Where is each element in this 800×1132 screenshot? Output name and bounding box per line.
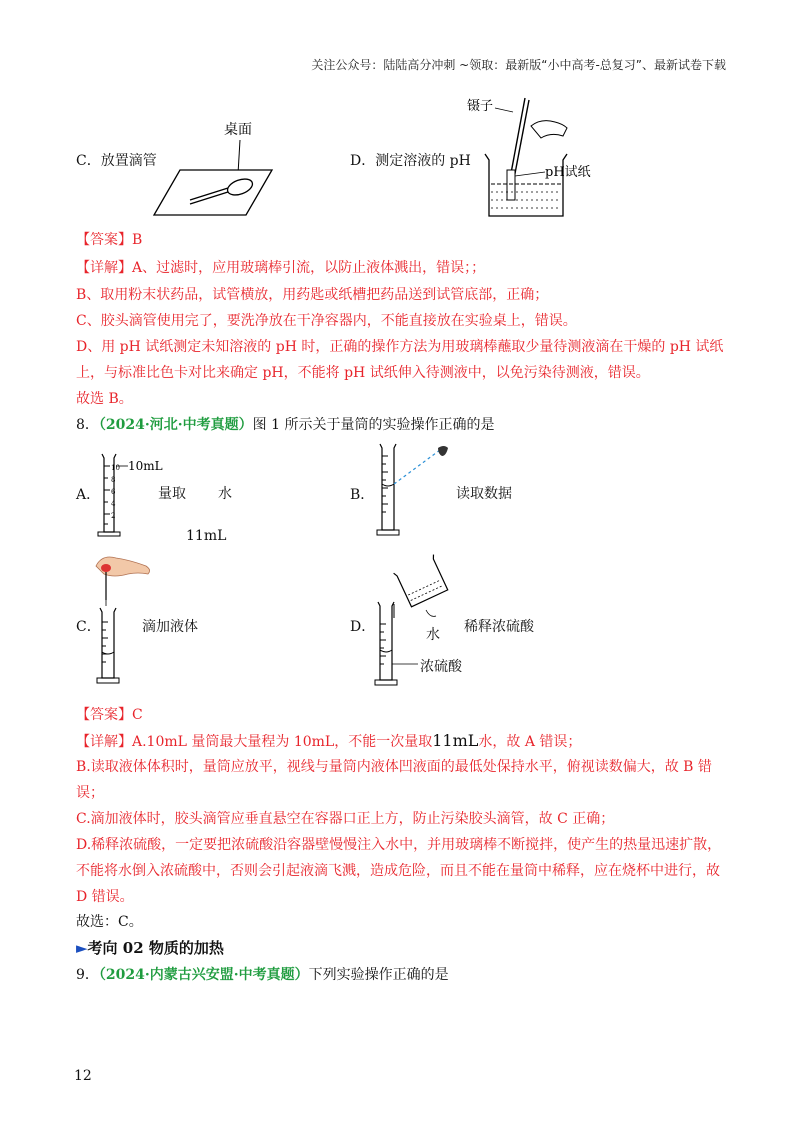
ph-paper-label: pH试纸 <box>545 165 591 180</box>
q8-option-c-label: C． <box>76 619 101 635</box>
q8-detail-line-7: D 错误。 <box>76 889 134 905</box>
q8-detail-line-1-volume: 11mL <box>432 731 479 750</box>
q8-option-a-label: A． <box>76 487 101 503</box>
q8-detail-line-5: D.稀释浓硫酸，一定要把浓硫酸沿容器壁慢慢注入水中，并用玻璃棒不断搅拌，使产生的热量迅速扩散， <box>76 837 722 853</box>
q9-source: （2024·内蒙古兴安盟·中考真题） <box>98 967 309 983</box>
q8-option-b-text: 读取数据 <box>456 486 512 502</box>
q8-number: 8． <box>76 417 99 433</box>
q8-option-d-text: 稀释浓硫酸 <box>464 619 534 635</box>
q8-detail-line-6: 不能将水倒入浓硫酸中，否则会引起液滴飞溅，造成危险，而且不能在量筒中稀释，应在烧杯中进行，故 <box>76 863 720 879</box>
q8-option-c-text: 滴加液体 <box>142 619 198 635</box>
q8-answer: 【答案】C <box>76 707 143 723</box>
q8-option-a-text-1: 量取 <box>158 486 186 502</box>
q9-stem <box>76 965 449 985</box>
cylinder-10ml-label: 10mL <box>128 459 163 473</box>
q8-detail-line-1-c: 水，故 A 错误； <box>478 734 582 750</box>
q7-detail-line-1: 【详解】A、过滤时，应用玻璃棒引流，以防止液体溅出，错误；； <box>76 260 486 276</box>
desk-label: 桌面 <box>224 122 252 138</box>
q8-option-d-label: D． <box>350 619 376 635</box>
q7-answer: 【答案】B <box>76 232 143 248</box>
q8-detail-line-3: 误； <box>76 785 104 801</box>
q8-detail-line-2: B.读取液体体积时，量筒应放平，视线与量筒内液体凹液面的最低处保持水平，俯视读数偏大，故 B 错 <box>76 759 712 775</box>
q8-option-b-label: B． <box>350 487 375 503</box>
q8-stem <box>76 415 494 435</box>
reading-cylinder-figure <box>374 440 464 540</box>
q8-conclusion: 故选：C。 <box>76 914 143 930</box>
svg-text:2: 2 <box>111 512 116 520</box>
svg-text:4: 4 <box>111 500 116 508</box>
q9-number: 9． <box>76 967 99 983</box>
q8-detail-line-4: C.滴加液体时，胶头滴管应垂直悬空在容器口正上方，防止污染胶头滴管，故 C 正确； <box>76 811 615 827</box>
section-marker-icon: ► <box>76 939 88 957</box>
section-heading <box>76 937 224 958</box>
q7-detail-line-6: 故选 B。 <box>76 391 133 407</box>
q7-detail-line-4: D、用 pH 试纸测定未知溶液的 pH 时，正确的操作方法为用玻璃棒蘸取少量待测液滴在干燥的 pH 试纸 <box>76 339 724 355</box>
q7-detail-line-2: B、取用粉末状药品，试管横放，用药匙或纸槽把药品送到试管底部，正确； <box>76 287 549 303</box>
q7-detail-line-5: 上，与标准比色卡对比来确定 pH，不能将 pH 试纸伸入待测液中，以免污染待测液，错误。 <box>76 365 650 381</box>
q9-question: 下列实验操作正确的是 <box>308 967 449 983</box>
q8-option-d-acid-label: 浓硫酸 <box>420 659 462 675</box>
tweezers-label: 镊子 <box>467 99 494 114</box>
q8-source: （2024·河北·中考真题） <box>98 417 253 433</box>
section-title: 考向 02 物质的加热 <box>87 939 224 957</box>
q8-question: 图 1 所示关于量筒的实验操作正确的是 <box>252 417 495 433</box>
page-number: 12 <box>74 1068 92 1084</box>
q7-option-c: C．放置滴管 <box>76 153 157 169</box>
q8-detail-line-1-a: 【详解】A.10mL 量筒最大量程为 10mL，不能一次量取 <box>76 734 433 750</box>
dropper-on-desk-figure <box>150 118 280 218</box>
q8-detail-line-1 <box>76 731 581 752</box>
q7-option-d: D．测定溶液的 pH <box>350 153 471 169</box>
q8-option-a-text-2: 水 <box>218 486 232 502</box>
q8-option-a-volume: 11mL <box>186 528 227 544</box>
q7-detail-line-3: C、胶头滴管使用完了，要洗净放在干净容器内，不能直接放在实验桌上，错误。 <box>76 313 577 329</box>
page-header: 关注公众号：陆陆高分冲刺 ~领取：最新版“小中高考-总复习”、最新试卷下载 <box>311 58 726 72</box>
ph-paper-test-figure <box>465 92 605 220</box>
svg-text:6: 6 <box>111 488 116 496</box>
svg-text:8: 8 <box>111 476 116 484</box>
q8-option-d-water-label: 水 <box>426 627 440 643</box>
svg-text:10: 10 <box>111 464 120 472</box>
